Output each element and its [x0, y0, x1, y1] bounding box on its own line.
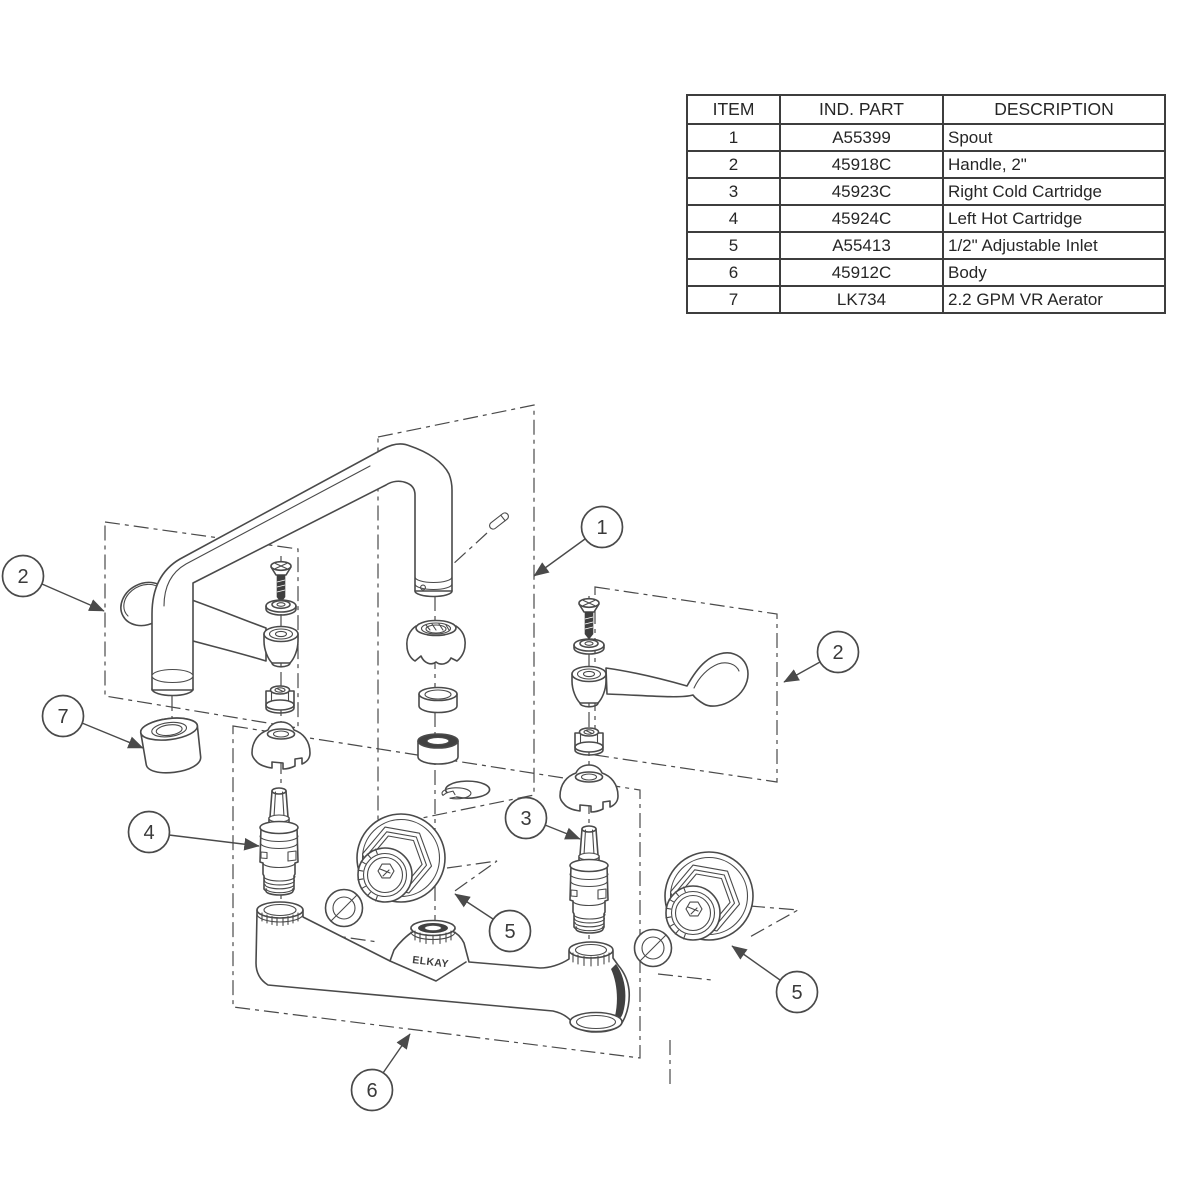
aerator — [139, 715, 202, 776]
cell-item: 6 — [687, 259, 780, 286]
callout-label: 1 — [596, 517, 608, 539]
cell-desc: Handle, 2" — [943, 151, 1165, 178]
brand-label: ELKAY — [411, 954, 450, 971]
callout-right-cold-cartridge — [506, 798, 547, 839]
callout-label: 5 — [791, 982, 803, 1004]
spout-coupling-nut — [407, 621, 465, 665]
callout-label: 5 — [504, 921, 516, 943]
cell-item: 3 — [687, 178, 780, 205]
callout-label: 2 — [832, 642, 844, 664]
bonnet-cap — [252, 722, 310, 769]
cell-part: 45912C — [780, 259, 943, 286]
callout-inlet-center — [490, 911, 531, 952]
cell-part: 45924C — [780, 205, 943, 232]
cell-desc: Right Cold Cartridge — [943, 178, 1165, 205]
callout-label: 4 — [143, 822, 155, 844]
cell-item: 7 — [687, 286, 780, 313]
spout-snap-ring — [442, 781, 490, 799]
callout-body — [352, 1070, 393, 1111]
cell-desc: 1/2" Adjustable Inlet — [943, 232, 1165, 259]
callout-left-hot-cartridge — [129, 812, 170, 853]
col-header-ind-part: IND. PART — [780, 95, 943, 124]
spout-set-screw-pin — [488, 511, 510, 530]
cell-part: 45923C — [780, 178, 943, 205]
cell-part: A55399 — [780, 124, 943, 151]
cell-item: 4 — [687, 205, 780, 232]
handle-right — [572, 653, 748, 707]
cell-part: A55413 — [780, 232, 943, 259]
handle-left-hub — [264, 627, 298, 667]
cell-part: 45918C — [780, 151, 943, 178]
callout-label: 2 — [17, 566, 29, 588]
cell-desc: Body — [943, 259, 1165, 286]
handle-washer — [266, 600, 296, 615]
cell-item: 1 — [687, 124, 780, 151]
callout-handle-right — [818, 632, 859, 673]
callout-label: 3 — [520, 808, 532, 830]
spout-spacer-ring — [419, 688, 457, 713]
callout-handle-left — [3, 556, 44, 597]
stem-nut — [266, 686, 294, 713]
col-header-description: DESCRIPTION — [943, 95, 1165, 124]
spout — [152, 444, 452, 696]
inlet-washer — [326, 890, 363, 927]
cartridge — [260, 788, 298, 895]
cell-desc: Left Hot Cartridge — [943, 205, 1165, 232]
cell-item: 5 — [687, 232, 780, 259]
cell-desc: 2.2 GPM VR Aerator — [943, 286, 1165, 313]
callout-spout — [582, 507, 623, 548]
callout-aerator — [43, 696, 84, 737]
col-header-item: ITEM — [687, 95, 780, 124]
adjustable-inlet — [357, 814, 445, 902]
cell-desc: Spout — [943, 124, 1165, 151]
cell-part: LK734 — [780, 286, 943, 313]
callout-label: 6 — [366, 1080, 378, 1102]
spout-seal-ring — [418, 734, 458, 764]
callout-inlet-right — [777, 972, 818, 1013]
callout-label: 7 — [57, 706, 69, 728]
cell-item: 2 — [687, 151, 780, 178]
handle-screw — [271, 562, 291, 602]
